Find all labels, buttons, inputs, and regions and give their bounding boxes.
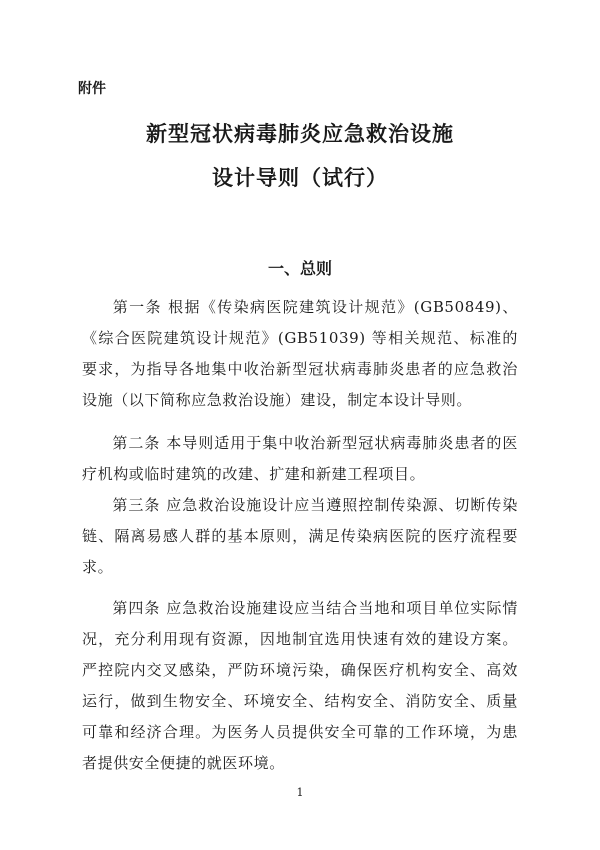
paragraph-text: 第二条 本导则适用于集中收治新型冠状病毒肺炎患者的医疗机构或临时建筑的改建、扩建和新建工程项目。 [82,434,518,483]
document-title-line-1: 新型冠状病毒肺炎应急救治设施 [146,122,454,146]
paragraph-text: 第四条 应急救治设施建设应当结合当地和项目单位实际情况，充分利用现有资源，因地制宜选用快速有效的建设方案。严控院内交叉感染，严防环境污染，确保医疗机构安全、高效运行，做到生物安全、环境安全、结构安全、消防安全、质量可靠和经济合理。为医务人员提供安全可靠的工作环境，为患者提供安全便捷的就医环境。 [82,599,518,772]
paragraph-article-3 [82,490,518,583]
paragraph-article-4 [82,593,518,779]
paragraph-text: 第三条 应急救治设施设计应当遵照控制传染源、切断传染链、隔离易感人群的基本原则，满足传染病医院的医疗流程要求。 [82,496,518,576]
paragraph-text: 第一条 根据《传染病医院建筑设计规范》(GB50849)、《综合医院建筑设计规范》(GB51039) 等相关规范、标准的要求，为指导各地集中收治新型冠状病毒肺炎患者的应急救治设施（以下简称应急救治设施）建设，制定本设计导则。 [82,298,518,409]
attachment-label: 附件 [78,81,106,97]
section-heading: 一、总则 [267,259,332,278]
paragraph-article-2 [82,428,518,490]
page-number: 1 [296,786,304,799]
paragraph-article-1 [82,292,518,416]
document-title-line-2: 设计导则（试行） [212,166,388,190]
